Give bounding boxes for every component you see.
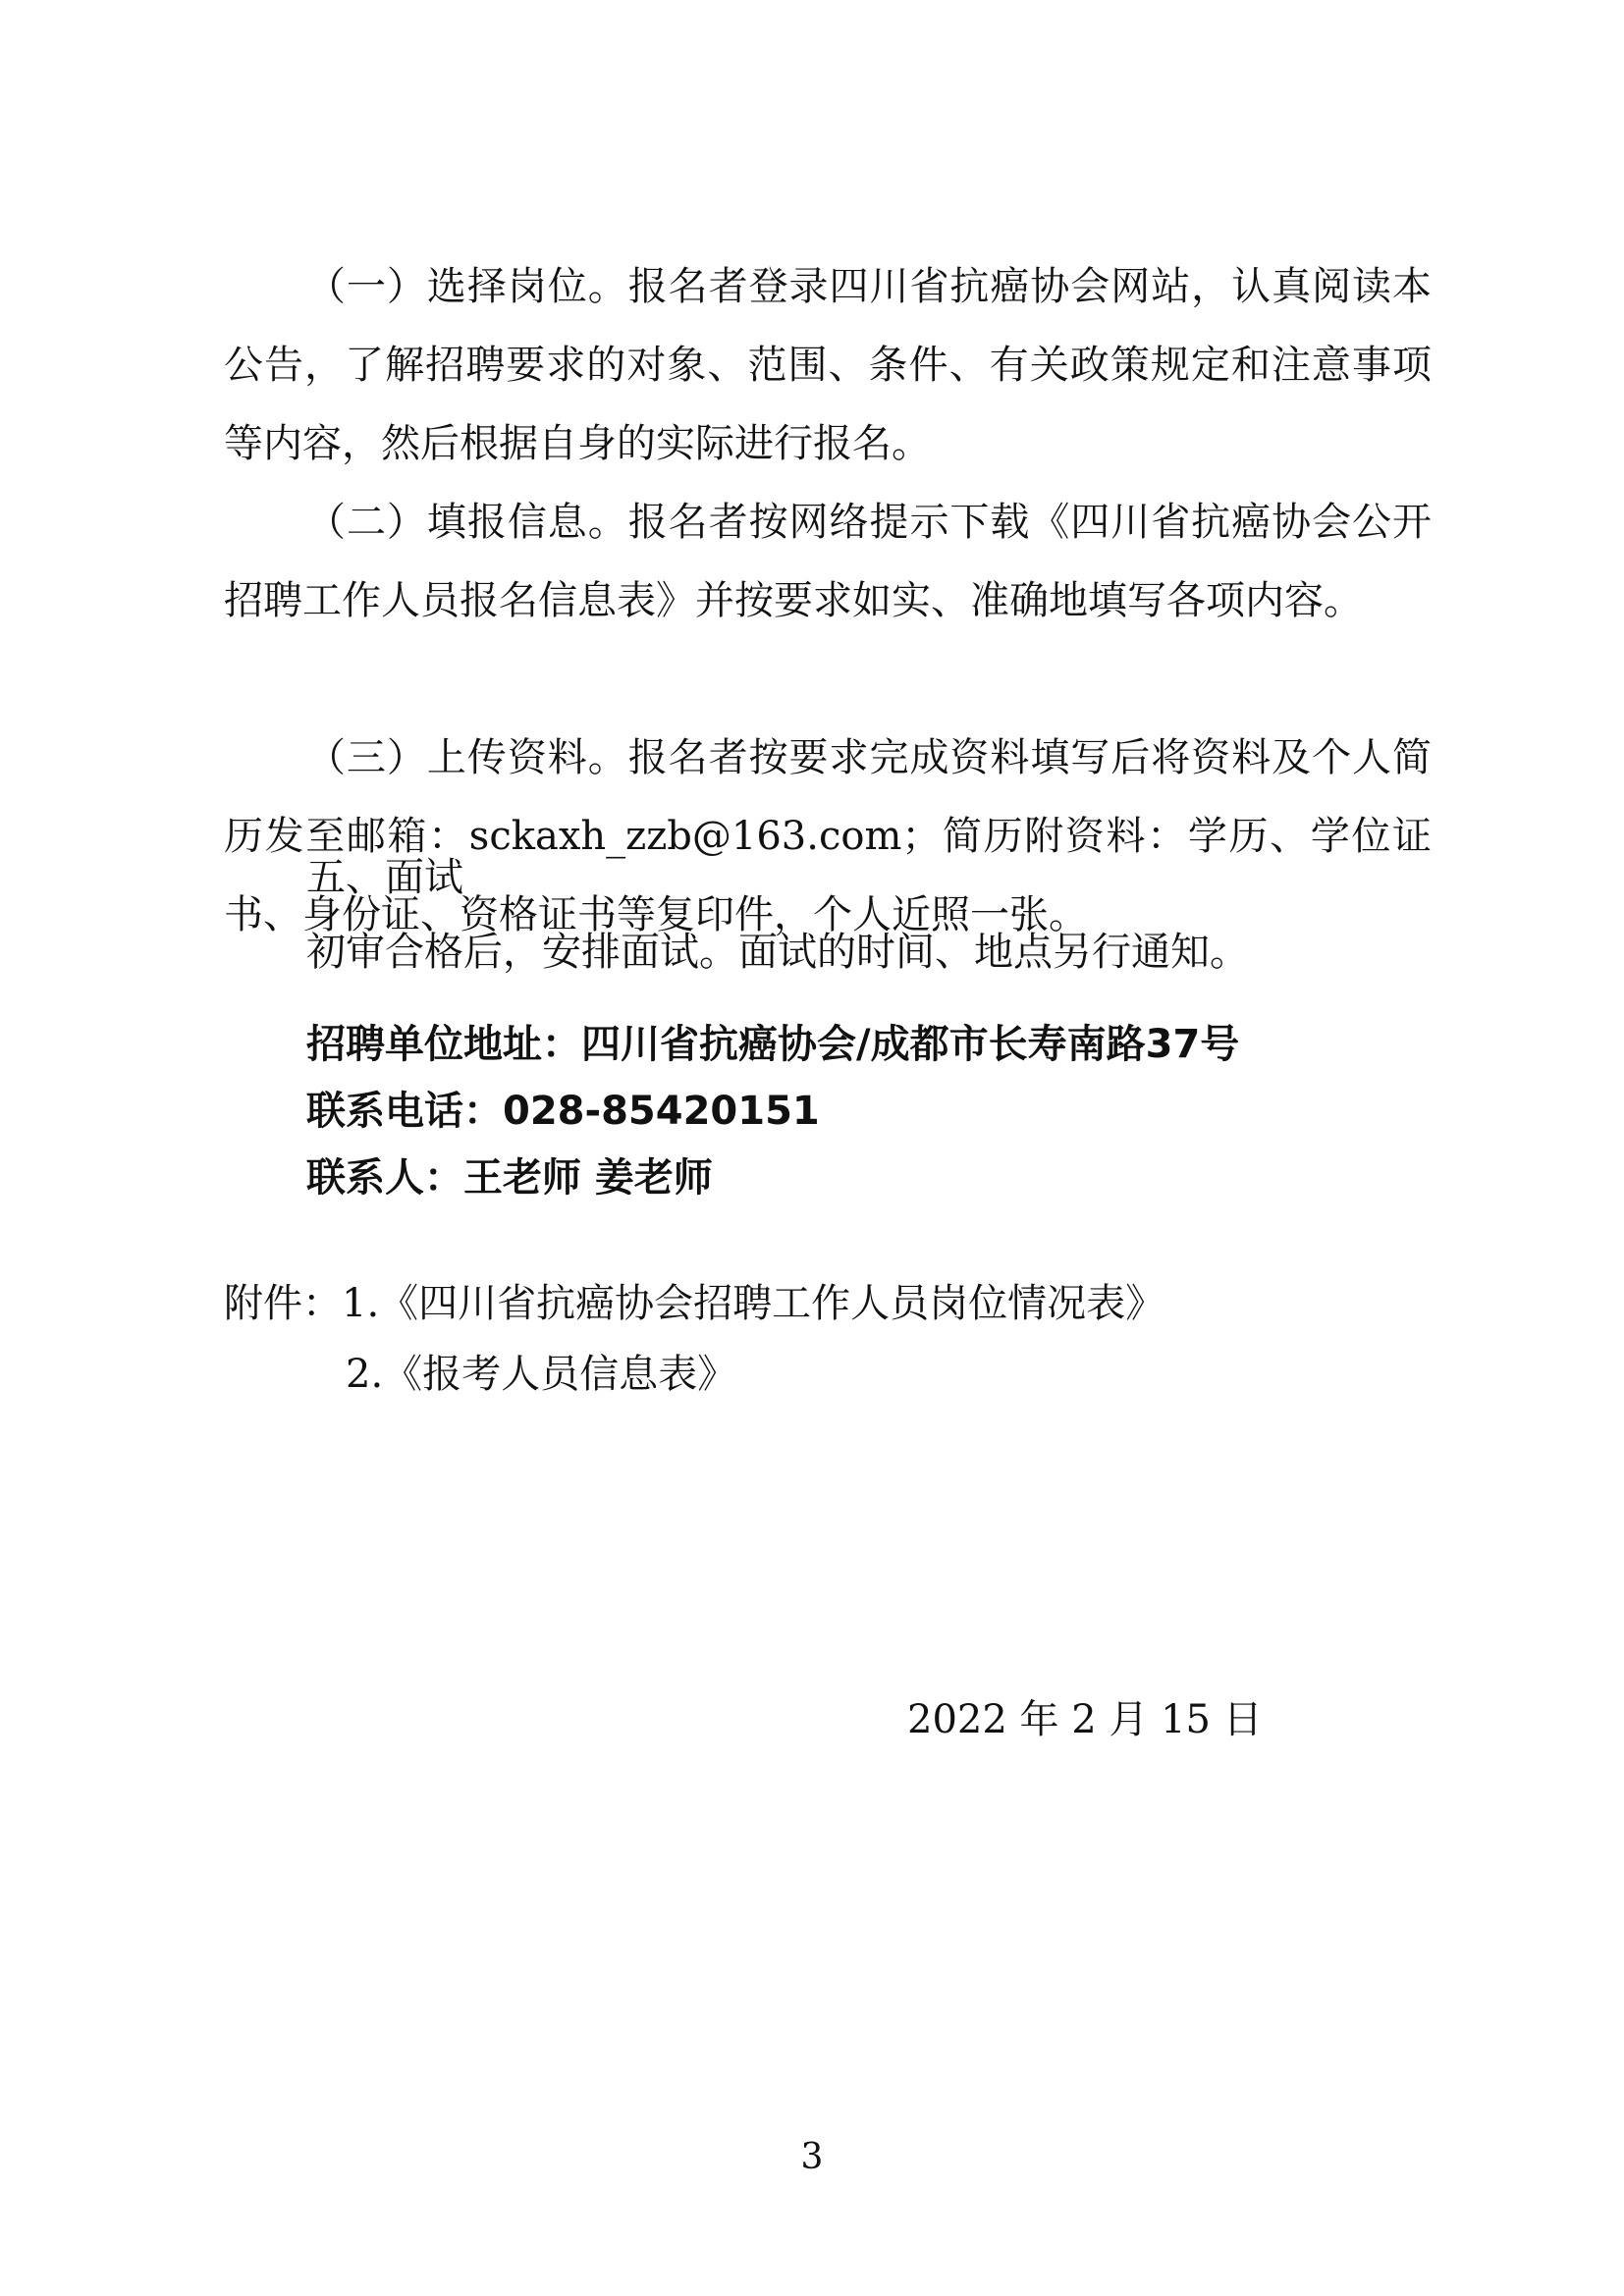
paragraph-upload-materials: （三）上传资料。报名者按要求完成资料填写后将资料及个人简历发至邮箱：sckaxh_zzb@163.com；简历附资料：学历、学位证书、身份证、资格证书等复印件，个人近照一张。	[224, 735, 1432, 937]
paragraph-fill-info: （二）填报信息。报名者按网络提示下载《四川省抗癌协会公开招聘工作人员报名信息表》并按要求如实、准确地填写各项内容。	[224, 500, 1432, 623]
attachment-item-2: 2.《报考人员信息表》	[346, 1352, 737, 1397]
attachment-item-1: 附件：1.《四川省抗癌协会招聘工作人员岗位情况表》	[224, 1281, 1165, 1326]
page-number: 3	[800, 2137, 824, 2177]
interview-text: 初审合格后，安排面试。面试的时间、地点另行通知。	[306, 930, 1249, 975]
paragraph-select-position: （一）选择岗位。报名者登录四川省抗癌协会网站，认真阅读本公告，了解招聘要求的对象、范围、条件、有关政策规定和注意事项等内容，然后根据自身的实际进行报名。	[224, 264, 1432, 466]
document-date: 2022 年 2 月 15 日	[907, 1697, 1263, 1742]
contact-phone: 联系电话：028-85420151	[306, 1089, 820, 1134]
interview-heading: 五、面试	[306, 855, 463, 900]
contact-address: 招聘单位地址：四川省抗癌协会/成都市长寿南路37号	[306, 1022, 1240, 1067]
contact-person: 联系人：王老师 姜老师	[306, 1155, 713, 1201]
